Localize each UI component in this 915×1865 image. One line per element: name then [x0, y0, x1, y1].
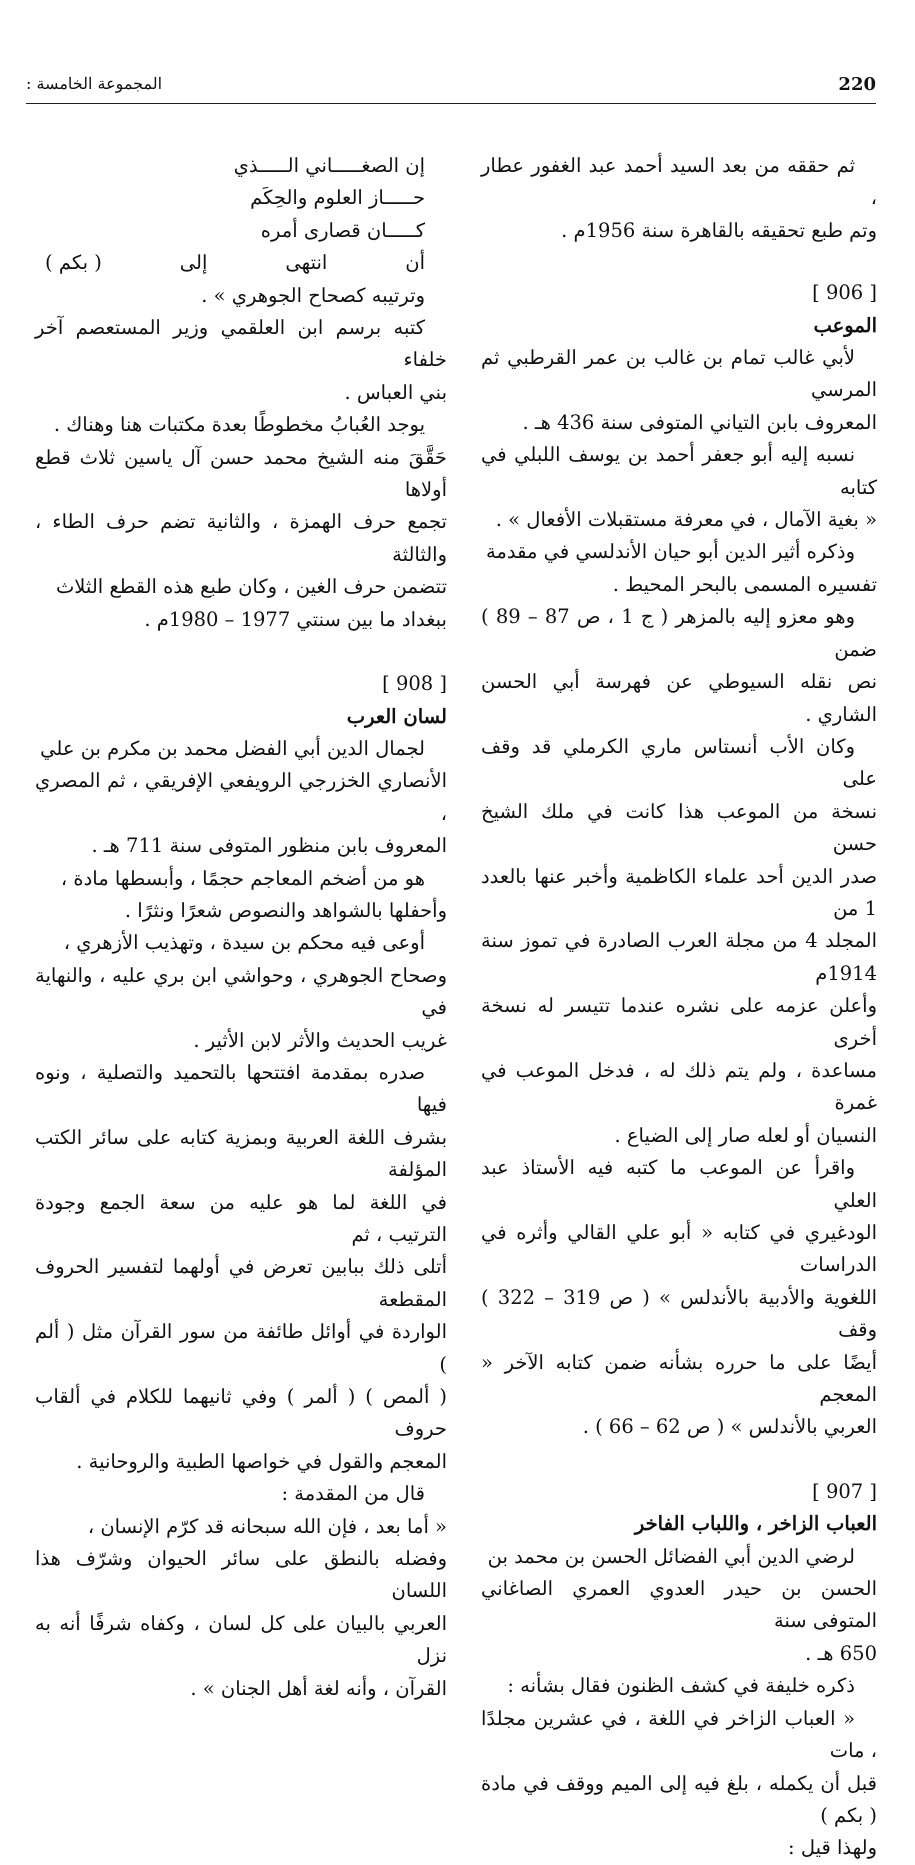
text-line: اللغوية والأدبية بالأندلس » ( ص 319 – 322 ) وقف [481, 1285, 877, 1342]
text-line: ولهذا قيل : [788, 1836, 877, 1860]
text-line: وصحاح الجوهري ، وحواشي ابن بري عليه ، والنهاية في [35, 963, 447, 1020]
text-line: الأنصاري الخزرجي الرويفعي الإفريقي ، ثم المصري ، [35, 769, 447, 825]
verse-word: أن [405, 251, 425, 275]
text-line: ببغداد ما بين سنتي 1977 – 1980م . [144, 607, 447, 631]
text-line: الحسن بن حيدر العدوي العمري الصاغاني المتوفى سنة [481, 1577, 877, 1633]
text-line: وترتيبه كصحاح الجوهري » . [201, 283, 425, 307]
text-line: بشرف اللغة العربية وبمزية كتابه على سائر الكتب المؤلفة [35, 1125, 447, 1182]
text-line: قبل أن يكمله ، بلغ فيه إلى الميم ووقف في مادة ( بكم ) [481, 1771, 877, 1827]
entry-title-907: العباب الزاخر ، واللباب الفاخر [634, 1512, 877, 1536]
page-number: 220 [838, 74, 876, 95]
verse-word: إلى [179, 251, 208, 275]
text-line: العربي بالبيان على كل لسان ، وكفاه شرفًا أنه به نزل [35, 1611, 447, 1668]
text-line: أيضًا على ما حرره بشأنه ضمن كتابه الآخر « المعجم [481, 1350, 877, 1407]
text-line: واقرأ عن الموعب ما كتبه فيه الأستاذ عبد العلي [481, 1156, 877, 1212]
text-line: كتبه برسم ابن العلقمي وزير المستعصم آخر خلفاء [35, 316, 447, 372]
page-header [26, 72, 876, 100]
text-line: صدر الدين أحد علماء الكاظمية وأخبر عنها بالعدد 1 من [481, 864, 877, 920]
text-line: وأحفلها بالشواهد والنصوص شعرًا ونثرًا . [124, 898, 447, 922]
verse-word: ( بكم ) [45, 251, 102, 275]
verse-block [35, 150, 447, 280]
text-line: العربي بالأندلس » ( ص 62 – 66 ) . [582, 1415, 877, 1439]
entry-number-907: [ 907 ] [812, 1479, 877, 1503]
verse-line [35, 150, 447, 182]
text-line: ( ألمص ) ( ألمر ) وفي ثانيهما للكلام في ألقاب حروف [35, 1385, 447, 1441]
entry-body-907 [481, 1541, 877, 1865]
text-line: نسبه إليه أبو جعفر أحمد بن يوسف اللبلي في كتابه [481, 443, 877, 499]
text-line: لرضي الدين أبي الفضائل الحسن بن محمد بن [487, 1544, 855, 1568]
verse-word: انتهى [285, 251, 328, 275]
text-line: ذكره خليفة في كشف الظنون فقال بشأنه : [507, 1674, 855, 1698]
text-line: تفسيره المسمى بالبحر المحيط . [612, 572, 877, 596]
text-line: بني العباس . [344, 380, 447, 404]
text-line: لجمال الدين أبي الفضل محمد بن مكرم بن علي [40, 736, 425, 760]
left-column [35, 150, 447, 1705]
text-line: المعروف بابن التياني المتوفى سنة 436 هـ . [522, 410, 877, 434]
text-line: أتلى ذلك ببابين تعرض في أولهما لتفسير الحروف المقطعة [35, 1255, 447, 1311]
text-line: تتضمن حرف الغين ، وكان طبع هذه القطع الثلاث [55, 575, 447, 599]
verse-line [35, 182, 447, 214]
text-line: حَقَّقَ منه الشيخ محمد حسن آل ياسين ثلاث قطع أولاها [35, 445, 447, 502]
verse-text: إن الصغـــــاني الـــــذي [233, 154, 425, 177]
text-line: الواردة في أوائل طائفة من سور القرآن مثل ( ألم ) [35, 1320, 447, 1376]
entry-number-906: [ 906 ] [812, 281, 877, 305]
running-head: المجموعة الخامسة : [26, 74, 163, 93]
text-line: « بغية الآمال ، في معرفة مستقبلات الأفعال » . [495, 508, 877, 532]
text-line: القرآن ، وأنه لغة أهل الجنان » . [190, 1676, 447, 1700]
text-line: لأبي غالب تمام بن غالب بن عمر القرطبي ثم المرسي [481, 346, 877, 402]
text-line: النسيان أو لعله صار إلى الضياع . [614, 1123, 877, 1147]
text-line: تجمع حرف الهمزة ، والثانية تضم حرف الطاء ، والثالثة [35, 510, 447, 566]
text-line: أوعى فيه محكم بن سيدة ، وتهذيب الأزهري ، [63, 931, 425, 955]
text-line: الودغيري في كتابه « أبو علي القالي وأثره في الدراسات [481, 1221, 877, 1277]
verse-text: كـــــان قصارى أمره [260, 218, 425, 242]
text-line: في اللغة لما هو عليه من سعة الجمع وجودة الترتيب ، ثم [35, 1190, 447, 1246]
text-line: وأعلن عزمه على نشره عندما تتيسر له نسخة أخرى [481, 994, 877, 1050]
text-line: المعروف بابن منظور المتوفى سنة 711 هـ . [91, 834, 447, 858]
text-line: المعجم والقول في خواصها الطبية والروحانية . [76, 1449, 447, 1473]
text-line: غريب الحديث والأثر لابن الأثير . [193, 1028, 447, 1052]
entry-title-908: لسان العرب [346, 704, 447, 728]
text-line: وهو معزو إليه بالمزهر ( ج 1 ، ص 87 – 89 ) ضمن [481, 605, 877, 661]
text-line: « العباب الزاخر في اللغة ، في عشرين مجلدًا ، مات [481, 1706, 877, 1763]
entry-title-906: الموعب [813, 313, 877, 337]
text-line: وذكره أثير الدين أبو حيان الأندلسي في مقدمة [485, 540, 855, 564]
text-line: يوجد العُبابُ مخطوطًا بعدة مكتبات هنا وهناك . [53, 413, 425, 437]
text-line: 650 هـ . [805, 1641, 877, 1665]
entry-number-908: [ 908 ] [382, 672, 447, 696]
text-line: « أما بعد ، فإن الله سبحانه قد كرّم الإنسان ، [87, 1514, 447, 1538]
text-line: صدره بمقدمة افتتحها بالتحميد والتصلية ، ونوه فيها [35, 1060, 447, 1117]
verse-text: حـــــاز العلوم والحِكَم [250, 186, 425, 210]
text-line: مساعدة ، ولم يتم ذلك له ، فدخل الموعب في غمرة [481, 1058, 877, 1115]
entry-body-906 [481, 342, 877, 1444]
intro-line: وتم طبع تحقيقه بالقاهرة سنة 1956م . [561, 218, 877, 242]
verse-line [35, 247, 447, 279]
text-line: قال من المقدمة : [281, 1482, 425, 1506]
text-line: نص نقله السيوطي عن فهرسة أبي الحسن الشاري . [481, 670, 877, 726]
text-line: وكان الأب أنستاس ماري الكرملي قد وقف على [481, 734, 877, 791]
text-line: نسخة من الموعب هذا كانت في ملك الشيخ حسن [481, 799, 877, 856]
text-line: المجلد 4 من مجلة العرب الصادرة في تموز سنة 1914م [481, 929, 877, 985]
header-rule [26, 103, 876, 104]
right-column [481, 150, 877, 1865]
text-line: وفضله بالنطق على سائر الحيوان وشرّف هذا اللسان [35, 1547, 447, 1603]
entry-body-908 [35, 733, 447, 1705]
text-line: هو من أضخم المعاجم حجمًا ، وأبسطها مادة ، [60, 866, 425, 890]
verse-line [35, 215, 447, 247]
intro-line: ثم حققه من بعد السيد أحمد عبد الغفور عطار ، [481, 154, 877, 210]
